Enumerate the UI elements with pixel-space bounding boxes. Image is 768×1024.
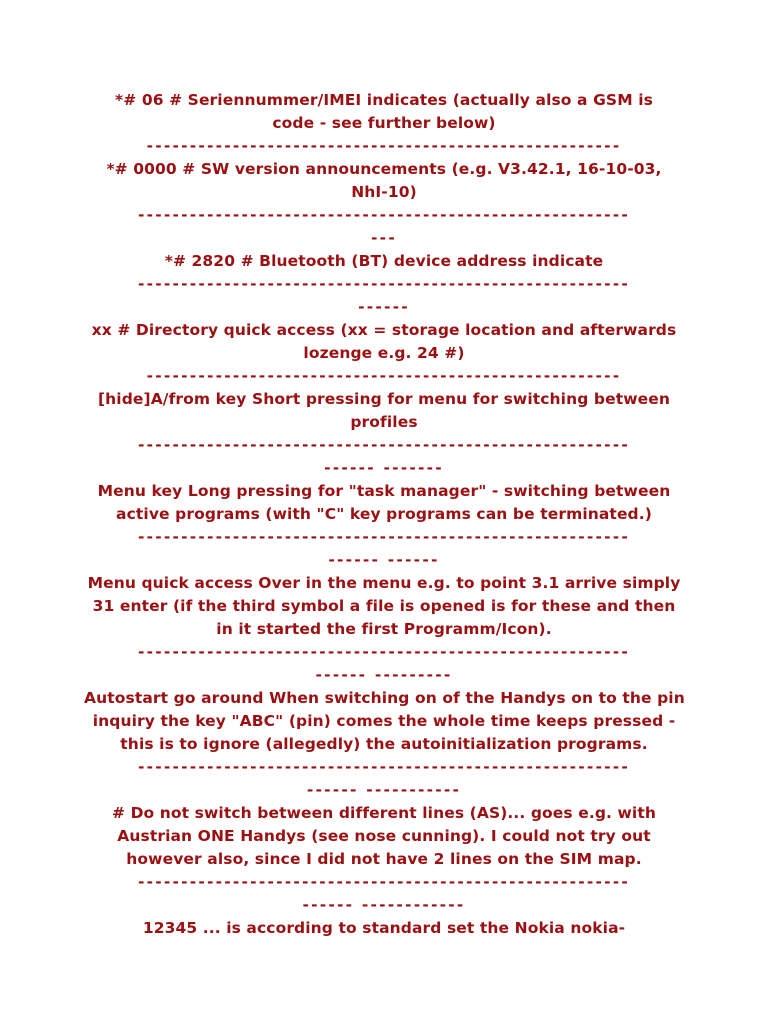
text-line: NhI-10) [351,183,417,201]
separator-line: --------------------------------------------------------- [137,758,631,776]
document-body [84,89,684,940]
separator-line: --- [371,229,397,247]
separator-line: ------ --------- [315,666,453,684]
text-line: Autostart go around When switching on of the Handys on to the pin [84,689,685,707]
text-line: [hide]A/from key Short pressing for menu for switching between [97,390,671,408]
separator-line: ------ ------- [324,459,444,477]
text-line: 31 enter (if the third symbol a file is opened is for these and then [92,597,676,615]
text-line: *# 2820 # Bluetooth (BT) device address indicate [164,252,604,270]
separator-line: ------ ------ [328,551,440,569]
text-line: xx # Directory quick access (xx = storage location and afterwards [91,321,677,339]
text-line: Austrian ONE Handys (see nose cunning). I could not try out [117,827,651,845]
text-line: however also, since I did not have 2 lines on the SIM map. [126,850,642,868]
text-line: inquiry the key "ABC" (pin) comes the whole time keeps pressed - [92,712,676,730]
text-line: Menu quick access Over in the menu e.g. to point 3.1 arrive simply [87,574,681,592]
text-line: code - see further below) [272,114,496,132]
separator-line: ------------------------------------------------------- [146,137,622,155]
separator-line: ------ ------------ [302,896,466,914]
text-line: *# 06 # Seriennummer/IMEI indicates (actually also a GSM is [115,91,653,109]
separator-line: --------------------------------------------------------- [137,206,631,224]
separator-line: --------------------------------------------------------- [137,275,631,293]
text-line: Menu key Long pressing for "task manager" - switching between [97,482,671,500]
separator-line: --------------------------------------------------------- [137,873,631,891]
separator-line: --------------------------------------------------------- [137,528,631,546]
text-line: active programs (with "C" key programs can be terminated.) [116,505,652,523]
text-line: this is to ignore (allegedly) the autoinitialization programs. [120,735,648,753]
separator-line: ------------------------------------------------------- [146,367,622,385]
text-line: lozenge e.g. 24 #) [303,344,465,362]
text-line: # Do not switch between different lines (AS)... goes e.g. with [112,804,656,822]
text-line: profiles [350,413,418,431]
text-line: in it started the first Programm/Icon). [216,620,552,638]
text-line: *# 0000 # SW version announcements (e.g. V3.42.1, 16-10-03, [106,160,662,178]
separator-line: ------ [358,298,410,316]
separator-line: --------------------------------------------------------- [137,436,631,454]
text-line: 12345 ... is according to standard set the Nokia nokia- [142,919,626,937]
separator-line: ------ ----------- [306,781,462,799]
separator-line: --------------------------------------------------------- [137,643,631,661]
